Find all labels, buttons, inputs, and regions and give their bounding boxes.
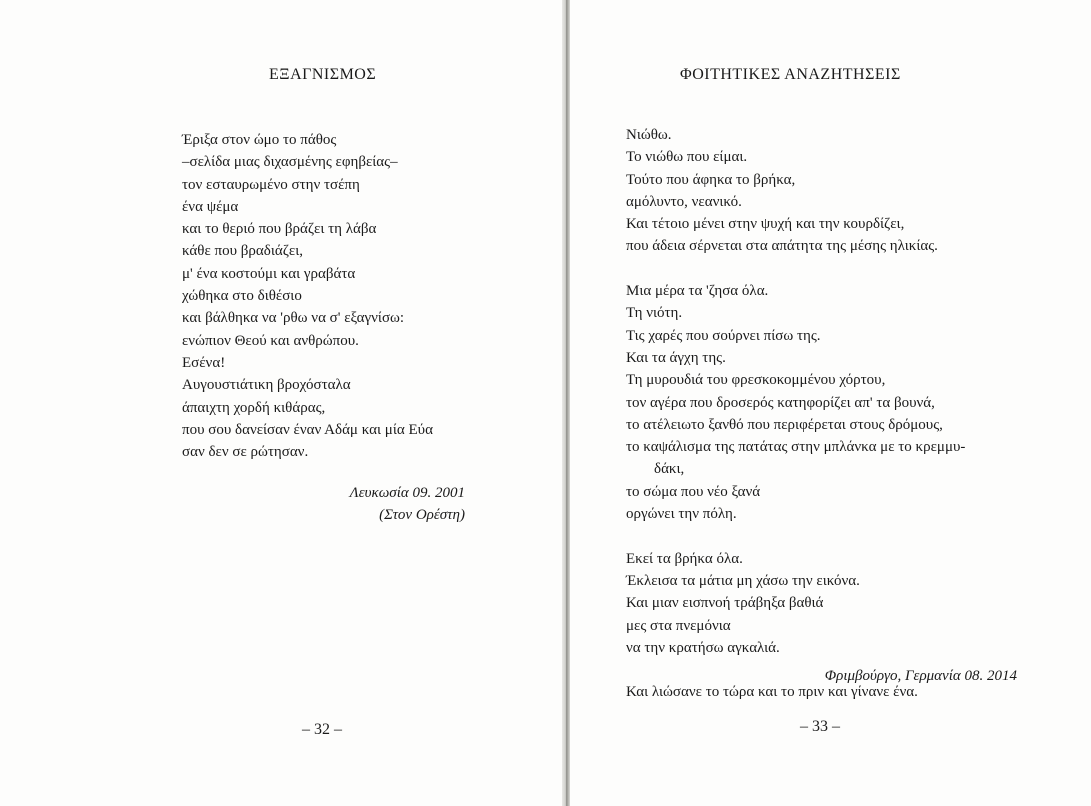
- book-gutter: [562, 0, 570, 806]
- poem-line: Και τέτοιο μένει στην ψυχή και την κουρδίζει,: [626, 216, 905, 233]
- poem-title: ΕΞΑΓΝΙΣΜΟΣ: [269, 66, 377, 83]
- poem-line: ενώπιον Θεού και ανθρώπου.: [182, 332, 359, 349]
- poem-body: [626, 124, 965, 704]
- poem-line: μες στα πνεμόνια: [626, 617, 731, 634]
- poem-line: τον αγέρα που δροσερός κατηφορίζει απ' τα βουνά,: [626, 394, 935, 411]
- page-number: – 32 –: [302, 721, 342, 738]
- stanza-break: [626, 258, 965, 280]
- poem-line: Μια μέρα τα 'ζησα όλα.: [626, 283, 769, 300]
- poem-title: ΦΟΙΤΗΤΙΚΕΣ ΑΝΑΖΗΤΗΣΕΙΣ: [680, 66, 901, 83]
- signature-block: [825, 665, 1017, 687]
- poem-line: και το θεριό που βράζει τη λάβα: [182, 221, 377, 238]
- poem-line: Και λιώσανε το τώρα και το πριν και γίνανε ένα.: [626, 684, 918, 701]
- poem-line: Τούτο που άφηκα το βρήκα,: [626, 171, 796, 188]
- poem-line: Το νιώθω που είμαι.: [626, 149, 748, 166]
- poem-line: οργώνει την πόλη.: [626, 506, 737, 523]
- poem-line: μ' ένα κοστούμι και γραβάτα: [182, 265, 356, 282]
- signature-block: [350, 482, 465, 526]
- poem-line: Τις χαρές που σούρνει πίσω της.: [626, 327, 821, 344]
- place-date: Φριμβούργο, Γερμανία 08. 2014: [824, 668, 1017, 684]
- stanza-break: [626, 525, 965, 547]
- poem-line: Και μιαν εισπνοή τράβηξα βαθιά: [626, 595, 824, 612]
- poem-line: Αυγουστιάτικη βροχόσταλα: [182, 377, 351, 394]
- poem-line: το ατέλειωτο ξανθό που περιφέρεται στους δρόμους,: [626, 416, 943, 433]
- poem-line: κάθε που βραδιάζει,: [182, 243, 304, 260]
- right-page: [570, 0, 1091, 806]
- poem-line: που άδεια σέρνεται στα απάτητα της μέσης ηλικίας.: [626, 238, 938, 255]
- poem-line: ένα ψέμα: [182, 198, 239, 215]
- poem-line: Εσένα!: [182, 354, 226, 371]
- poem-line: Έκλεισα τα μάτια μη χάσω την εικόνα.: [626, 572, 860, 589]
- poem-line: Έριξα στον ώμο το πάθος: [182, 132, 337, 148]
- poem-line: και βάλθηκα να 'ρθω να σ' εξαγνίσω:: [182, 310, 405, 327]
- place-date: Λευκωσία 09. 2001: [349, 485, 465, 501]
- poem-body: [182, 129, 433, 463]
- poem-line: Τη μυρουδιά του φρεσκοκομμένου χόρτου,: [626, 372, 886, 389]
- poem-line: αμόλυντο, νεανικό.: [626, 193, 742, 210]
- poem-line: το καψάλισμα της πατάτας στην μπλάνκα με το κρεμμυ-: [626, 439, 966, 456]
- poem-line: σαν δεν σε ρώτησαν.: [182, 444, 309, 461]
- poem-line: Εκεί τα βρήκα όλα.: [626, 550, 743, 567]
- poem-line-continuation: δάκι,: [654, 461, 685, 478]
- dedication: (Στον Ορέστη): [379, 507, 465, 523]
- poem-line: Νιώθω.: [626, 127, 672, 143]
- poem-line: –σελίδα μιας διχασμένης εφηβείας–: [182, 154, 398, 171]
- poem-line: άπαιχτη χορδή κιθάρας,: [182, 399, 326, 416]
- poem-line: να την κρατήσω αγκαλιά.: [626, 639, 780, 656]
- poem-line: το σώμα που νέο ξανά: [626, 483, 761, 500]
- poem-line: Και τα άγχη της.: [626, 349, 726, 366]
- poem-line: που σου δανείσαν έναν Αδάμ και μία Εύα: [182, 421, 433, 438]
- poem-line: χώθηκα στο διθέσιο: [182, 288, 302, 305]
- poem-line: τον εσταυρωμένο στην τσέπη: [182, 176, 360, 193]
- poem-line: Τη νιότη.: [626, 305, 683, 322]
- page-number: – 33 –: [800, 718, 840, 735]
